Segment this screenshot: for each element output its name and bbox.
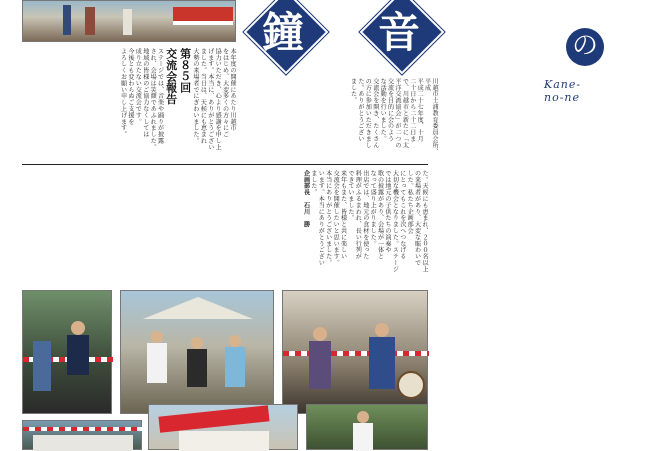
- lantern-string: [23, 427, 143, 431]
- intro-col-10: ました。: [349, 78, 357, 104]
- masthead-title-char-3: 音: [378, 8, 421, 57]
- report-col-2: をはじめ、大変多くの方々にご: [221, 48, 229, 138]
- report-col-9: 地域の皆様のご協力なくしては: [141, 48, 149, 138]
- lower-col-2: の来場者があり、大変な賑わいで: [413, 170, 421, 266]
- lower-col-11: できていました。: [346, 170, 354, 222]
- lower-col-7: 歌の披露があり、会場が一体と: [376, 170, 384, 260]
- section-divider: [22, 164, 428, 165]
- report-col-11: 今後とも変わらぬご支援を: [126, 48, 134, 125]
- report-col-8: され、会場は笑顔であふれました。: [149, 48, 157, 151]
- report-heading: [165, 48, 192, 105]
- photo-food-stall-banner: [148, 404, 298, 450]
- photo-crowd-lanterns: [22, 420, 142, 450]
- signature: 企画部長 石川 勝: [302, 170, 310, 228]
- report-heading-title: 交流会報告: [164, 48, 178, 105]
- lower-col-3: した。私たち企画部会: [406, 170, 414, 234]
- lower-col-5: 大切な機会となりました。ステージ: [391, 170, 399, 273]
- photo-tent-gathering: [120, 290, 274, 414]
- intro-col-3: で、川越市と新たに「太: [401, 78, 409, 149]
- masthead-title-char-1: 鐘: [262, 8, 305, 57]
- intro-col-9: た。ありがとうござい: [356, 78, 364, 142]
- report-col-1: 本年度の開催にあたり川越市: [229, 48, 236, 132]
- lower-col-16: ました。: [309, 170, 317, 196]
- masthead-title-char-2: の: [566, 28, 604, 66]
- photo-festival-crowd: [22, 0, 236, 42]
- lower-col-4: にとってもこれを次へつなげる: [398, 170, 406, 260]
- intro-col-6: な活動を行いました。: [379, 78, 387, 142]
- report-col-7: ステージでは、音楽や踊りが披露: [156, 48, 164, 144]
- intro-col-2: 二十日から二十二日ま: [408, 78, 416, 142]
- intro-col-7: 交流会を開き、たくさん: [371, 78, 379, 149]
- lower-col-9: 出店では、地元の食材を使った: [361, 170, 369, 260]
- report-body: [22, 48, 236, 160]
- lantern-string: [283, 351, 429, 356]
- report-col-4: げます。本当に、ありがとうござい: [206, 48, 214, 151]
- masthead-intro: [288, 78, 438, 160]
- intro-col-8: の方に参加いただきまし: [364, 78, 372, 149]
- photo-singers-stage: [282, 290, 428, 414]
- lower-col-12: 来年もまた、皆様と共に楽しい: [339, 170, 347, 260]
- photo-stage-speaker: [22, 290, 112, 414]
- report-col-3: 協力いただき、心より感謝を申し上: [214, 48, 222, 151]
- masthead-issue-note: 川越市土浦教育委員会所、平成: [423, 78, 438, 155]
- lower-col-1: た。天候にも恵まれ、２００名以上: [421, 170, 428, 273]
- report-col-6: 大勢の来場者でにぎわいました。: [191, 48, 199, 144]
- masthead-title-char-1: 鐘: [506, 6, 549, 55]
- lower-body: [22, 170, 428, 282]
- intro-col-4: 平洋交流協会」が二つの: [393, 78, 401, 149]
- lower-col-10: 料理がふるまわれ、長い行列が: [354, 170, 362, 260]
- intro-col-1: 平成二十七年度、十月: [416, 78, 424, 142]
- photo-outdoor-performer: [306, 404, 428, 450]
- report-heading-number: 第８５回: [178, 48, 192, 94]
- masthead-title-char-3: 音: [620, 6, 662, 55]
- report-col-5: ました。当日は、天候にも恵まれ: [199, 48, 207, 144]
- lower-col-13: 交流会を開催したいと思います。: [332, 170, 340, 266]
- lower-col-8: なって盛り上がりました。: [369, 170, 377, 247]
- report-col-12: よろしくお願い申し上げます。: [119, 48, 127, 138]
- masthead-romaji: Kane-no-ne: [544, 78, 582, 104]
- report-col-10: 成り立たない交流会です。: [134, 48, 142, 125]
- lower-col-14: 本当にありがとうございました。: [324, 170, 332, 266]
- intro-col-5: 交流を目的に会のよう: [386, 78, 394, 142]
- lower-col-6: では地元の子供たちの演奏や: [383, 170, 391, 254]
- lower-col-15: います。本当にありがとうござい: [317, 170, 325, 266]
